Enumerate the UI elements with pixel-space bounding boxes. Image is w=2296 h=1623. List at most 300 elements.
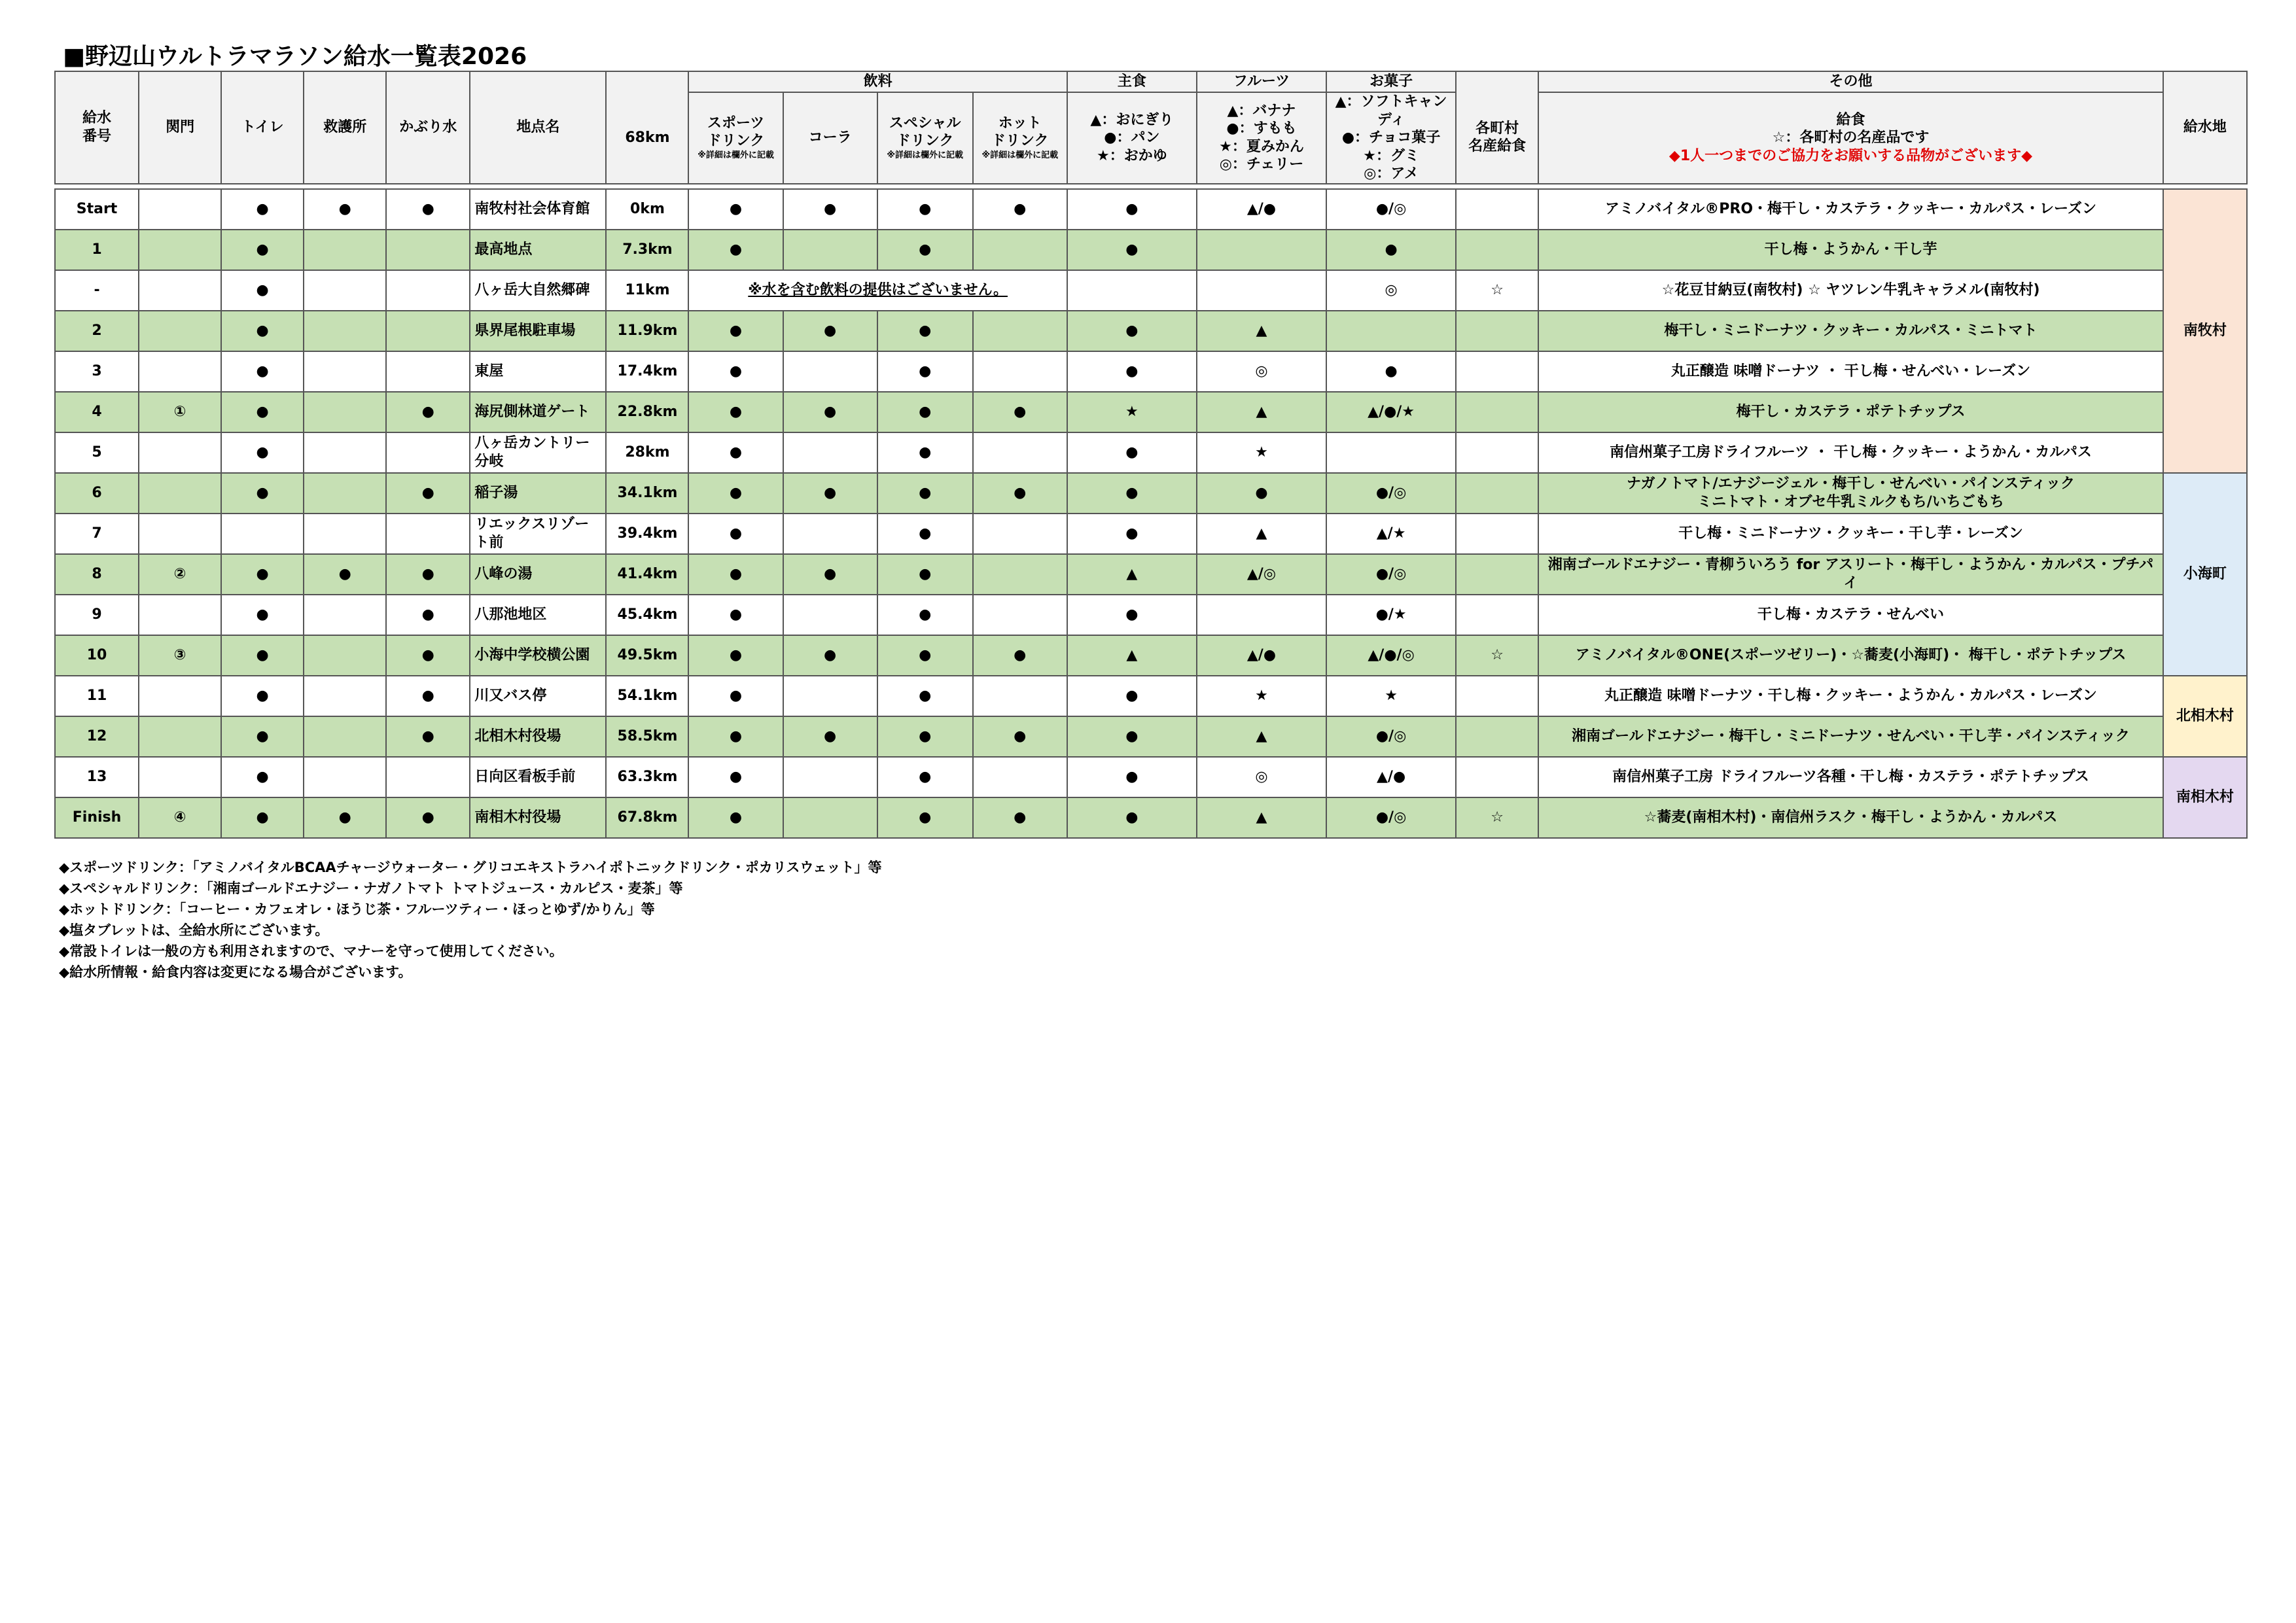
- cell-aid: ●: [304, 189, 386, 230]
- cell-hot-drink: [973, 757, 1067, 797]
- footnote: ◆スペシャルドリンク：「湘南ゴールドエナジー・ナガノトマト トマトジュース・カルピス・麦茶」等: [59, 881, 683, 896]
- col-gate: 関門: [139, 71, 221, 184]
- cell-place-name: 北相木村役場: [470, 716, 606, 757]
- meal-line: アミノバイタル®PRO・梅干し・カステラ・クッキー・カルパス・レーズン: [1605, 200, 2096, 217]
- cell-gate: [139, 757, 221, 797]
- cell-meal: [1538, 514, 2163, 554]
- cell-staple: ●: [1067, 595, 1197, 635]
- staple-legend: ▲：おにぎり ●：パン ★：おかゆ: [1067, 92, 1197, 184]
- meal-line: ミニトマト・オブセ牛乳ミルクもち/いちごもち: [1697, 493, 2004, 510]
- cell-aid: [304, 230, 386, 270]
- cell-station-no: 4: [55, 392, 139, 432]
- cell-station-no: 3: [55, 351, 139, 392]
- col-distance: 68km: [606, 92, 688, 184]
- meal-line: ナガノトマト/エナジージェル・梅干し・せんべい・パインスティック: [1626, 476, 2075, 492]
- cell-sweets: [1326, 432, 1456, 473]
- meal-line: 湘南ゴールドエナジー・梅干し・ミニドーナツ・せんべい・干し芋・パインスティック: [1572, 727, 2130, 744]
- cell-sweets: ●/★: [1326, 595, 1456, 635]
- table-row: [55, 514, 2247, 554]
- cell-special-drink: ●: [877, 757, 973, 797]
- cell-staple: ▲: [1067, 554, 1197, 595]
- cell-aid: [304, 635, 386, 676]
- col-local: 各町村 名産給食: [1456, 92, 1538, 184]
- cell-station-no: Finish: [55, 797, 139, 838]
- cell-local-specialty: [1456, 189, 1538, 230]
- cell-special-drink: ●: [877, 797, 973, 838]
- cell-hot-drink: ●: [973, 716, 1067, 757]
- cell-toilet: [221, 514, 304, 554]
- cell-special-drink: ●: [877, 676, 973, 716]
- cell-sports-drink: ●: [688, 311, 783, 351]
- cell-sports-drink: ●: [688, 635, 783, 676]
- col-region: 給水地: [2163, 71, 2247, 184]
- cell-cola: [783, 797, 877, 838]
- cell-station-no: 13: [55, 757, 139, 797]
- cell-place-name: 八那池地区: [470, 595, 606, 635]
- cell-sweets: ▲/★: [1326, 514, 1456, 554]
- table-row: [55, 311, 2247, 351]
- cell-fruit: ★: [1197, 432, 1326, 473]
- cell-toilet: ●: [221, 392, 304, 432]
- cell-sports-drink: ●: [688, 554, 783, 595]
- col-station-no: 給水 番号: [55, 71, 139, 184]
- cell-gate: ④: [139, 797, 221, 838]
- cell-place-name: リエックスリゾート前: [470, 514, 606, 554]
- cell-distance: 0km: [606, 189, 688, 230]
- cell-station-no: 5: [55, 432, 139, 473]
- cell-hot-drink: [973, 554, 1067, 595]
- cell-water: ●: [386, 189, 470, 230]
- footnote: ◆塩タブレットは、全給水所にございます。: [59, 922, 329, 938]
- group-other: その他: [1538, 71, 2163, 92]
- table-row: [55, 716, 2247, 757]
- cell-special-drink: ●: [877, 473, 973, 514]
- col-place: 地点名: [470, 71, 606, 184]
- cell-distance: 41.4km: [606, 554, 688, 595]
- cell-gate: [139, 432, 221, 473]
- meal-line: ☆蕎麦(南相木村)・南信州ラスク・梅干し・ようかん・カルパス: [1644, 809, 2058, 826]
- cell-place-name: 日向区看板手前: [470, 757, 606, 797]
- table-row: [55, 270, 2247, 311]
- cell-local-specialty: [1456, 473, 1538, 514]
- cell-special-drink: ●: [877, 311, 973, 351]
- cell-sweets: ●/◎: [1326, 189, 1456, 230]
- cell-water: ●: [386, 716, 470, 757]
- cell-sweets: ◎: [1326, 270, 1456, 311]
- cell-sports-drink: ●: [688, 189, 783, 230]
- cell-fruit: ▲/●: [1197, 189, 1326, 230]
- cell-sweets: ★: [1326, 676, 1456, 716]
- cell-local-specialty: [1456, 757, 1538, 797]
- cell-cola: ●: [783, 635, 877, 676]
- cell-sweets: ▲/●/◎: [1326, 635, 1456, 676]
- cell-fruit: ▲: [1197, 514, 1326, 554]
- cell-water: ●: [386, 392, 470, 432]
- group-staple: 主食: [1067, 71, 1197, 92]
- cell-staple: ●: [1067, 757, 1197, 797]
- cell-staple: ●: [1067, 311, 1197, 351]
- meal-line: 干し梅・ミニドーナツ・クッキー・干し芋・レーズン: [1678, 525, 2023, 542]
- col-toilet: トイレ: [221, 71, 304, 184]
- cell-sweets: ●: [1326, 230, 1456, 270]
- cell-place-name: 川又バス停: [470, 676, 606, 716]
- cell-station-no: 12: [55, 716, 139, 757]
- cell-fruit: ★: [1197, 676, 1326, 716]
- cell-local-specialty: [1456, 351, 1538, 392]
- sweets-legend: ▲：ソフトキャンディ ●：チョコ菓子 ★：グミ ◎：アメ: [1326, 92, 1456, 184]
- cell-local-specialty: [1456, 432, 1538, 473]
- cell-cola: [783, 757, 877, 797]
- cell-cola: ●: [783, 554, 877, 595]
- meal-line: 南信州菓子工房 ドライフルーツ各種・干し梅・カステラ・ポテトチップス: [1612, 768, 2089, 785]
- meal-line: ☆花豆甘納豆(南牧村) ☆ ヤツレン牛乳キャラメル(南牧村): [1661, 281, 2040, 298]
- table-row: [55, 635, 2247, 676]
- cell-water: [386, 514, 470, 554]
- cell-hot-drink: ●: [973, 797, 1067, 838]
- footnote: ◆ホットドリンク：「コーヒー・カフェオレ・ほうじ茶・フルーツティー・ほっとゆず/かりん」等: [59, 901, 655, 917]
- cell-water: ●: [386, 595, 470, 635]
- cell-distance: 11km: [606, 270, 688, 311]
- col-hot-drink: ホット ドリンク ※詳細は欄外に記載: [973, 92, 1067, 184]
- cell-special-drink: ●: [877, 635, 973, 676]
- cell-aid: [304, 432, 386, 473]
- cell-sports-drink: ●: [688, 676, 783, 716]
- cell-fruit: [1197, 270, 1326, 311]
- cell-meal: [1538, 230, 2163, 270]
- cell-hot-drink: [973, 351, 1067, 392]
- cell-hot-drink: ●: [973, 635, 1067, 676]
- cell-hot-drink: ●: [973, 473, 1067, 514]
- cell-special-drink: ●: [877, 554, 973, 595]
- cell-sports-drink: ●: [688, 473, 783, 514]
- cell-fruit: ▲: [1197, 392, 1326, 432]
- meal-line: アミノバイタル®ONE(スポーツゼリー)・☆蕎麦(小海町)・ 梅干し・ポテトチップス: [1575, 646, 2127, 663]
- cell-fruit: [1197, 595, 1326, 635]
- cell-water: [386, 757, 470, 797]
- cell-toilet: ●: [221, 473, 304, 514]
- no-drinks-note: ※水を含む飲料の提供はございません。: [688, 270, 1067, 311]
- cell-place-name: 八峰の湯: [470, 554, 606, 595]
- cell-fruit: ▲: [1197, 716, 1326, 757]
- cell-place-name: 県界尾根駐車場: [470, 311, 606, 351]
- footnote: ◆常設トイレは一般の方も利用されますので、マナーを守って使用してください。: [59, 943, 563, 959]
- cell-station-no: -: [55, 270, 139, 311]
- cell-distance: 7.3km: [606, 230, 688, 270]
- footnotes: [59, 857, 882, 983]
- cell-meal: [1538, 554, 2163, 595]
- col-cola: コーラ: [783, 92, 877, 184]
- cell-toilet: ●: [221, 270, 304, 311]
- cell-station-no: 10: [55, 635, 139, 676]
- cell-staple: ●: [1067, 676, 1197, 716]
- page-title: ■野辺山ウルトラマラソン給水一覧表2026: [63, 43, 527, 70]
- cell-toilet: ●: [221, 554, 304, 595]
- cell-place-name: 八ヶ岳大自然郷碑: [470, 270, 606, 311]
- cell-place-name: 南相木村役場: [470, 797, 606, 838]
- cell-aid: ●: [304, 554, 386, 595]
- meal-line: 南信州菓子工房ドライフルーツ ・ 干し梅・クッキー・ようかん・カルパス: [1610, 444, 2092, 461]
- cell-meal: [1538, 392, 2163, 432]
- cell-cola: ●: [783, 189, 877, 230]
- table-row: [55, 432, 2247, 473]
- cell-sports-drink: ●: [688, 230, 783, 270]
- cell-distance: 39.4km: [606, 514, 688, 554]
- cell-meal: [1538, 797, 2163, 838]
- cell-sweets: ▲/●: [1326, 757, 1456, 797]
- cell-special-drink: ●: [877, 230, 973, 270]
- table-row: [55, 392, 2247, 432]
- footnote: ◆給水所情報・給食内容は変更になる場合がございます。: [59, 964, 412, 980]
- cell-fruit: ▲/●: [1197, 635, 1326, 676]
- cell-station-no: 11: [55, 676, 139, 716]
- cell-cola: [783, 676, 877, 716]
- region-cell: 小海町: [2163, 473, 2247, 676]
- cell-water: ●: [386, 676, 470, 716]
- region-cell: 北相木村: [2163, 676, 2247, 757]
- cell-aid: [304, 595, 386, 635]
- cell-special-drink: ●: [877, 351, 973, 392]
- cell-gate: [139, 676, 221, 716]
- col-special-drink: スペシャル ドリンク ※詳細は欄外に記載: [877, 92, 973, 184]
- cell-distance: 54.1km: [606, 676, 688, 716]
- cell-distance: 63.3km: [606, 757, 688, 797]
- cell-sweets: ●/◎: [1326, 716, 1456, 757]
- cell-staple: ●: [1067, 189, 1197, 230]
- cell-gate: [139, 189, 221, 230]
- cell-cola: ●: [783, 392, 877, 432]
- cell-distance: 67.8km: [606, 797, 688, 838]
- cell-cola: [783, 595, 877, 635]
- cell-distance: 45.4km: [606, 595, 688, 635]
- cell-meal: [1538, 351, 2163, 392]
- table-row: [55, 797, 2247, 838]
- cell-gate: [139, 514, 221, 554]
- cell-gate: [139, 595, 221, 635]
- cell-meal: [1538, 270, 2163, 311]
- cell-toilet: ●: [221, 311, 304, 351]
- meal-line: 梅干し・ミニドーナツ・クッキー・カルパス・ミニトマト: [1664, 322, 2038, 339]
- table-row: [55, 757, 2247, 797]
- cell-aid: [304, 392, 386, 432]
- fruits-legend: ▲：バナナ ●：すもも ★：夏みかん ◎：チェリー: [1197, 92, 1326, 184]
- cell-sweets: ●: [1326, 351, 1456, 392]
- cell-staple: ▲: [1067, 635, 1197, 676]
- cell-meal: [1538, 595, 2163, 635]
- cell-sports-drink: ●: [688, 757, 783, 797]
- cell-distance: 22.8km: [606, 392, 688, 432]
- cell-local-specialty: ☆: [1456, 270, 1538, 311]
- cell-toilet: ●: [221, 189, 304, 230]
- cell-meal: [1538, 676, 2163, 716]
- cell-water: ●: [386, 554, 470, 595]
- col-distance-top: [606, 71, 688, 92]
- cell-toilet: ●: [221, 432, 304, 473]
- cell-station-no: 9: [55, 595, 139, 635]
- cell-station-no: 7: [55, 514, 139, 554]
- group-sweets: お菓子: [1326, 71, 1456, 92]
- cell-place-name: 東屋: [470, 351, 606, 392]
- col-aid: 救護所: [304, 71, 386, 184]
- col-sports-drink: スポーツ ドリンク ※詳細は欄外に記載: [688, 92, 783, 184]
- cell-water: [386, 351, 470, 392]
- cell-meal: [1538, 311, 2163, 351]
- cell-local-specialty: [1456, 716, 1538, 757]
- cell-hot-drink: [973, 514, 1067, 554]
- cell-fruit: [1197, 230, 1326, 270]
- cell-place-name: 八ヶ岳カントリー分岐: [470, 432, 606, 473]
- cell-special-drink: ●: [877, 514, 973, 554]
- cell-special-drink: ●: [877, 189, 973, 230]
- cell-fruit: ▲/◎: [1197, 554, 1326, 595]
- cell-cola: [783, 351, 877, 392]
- cell-staple: ★: [1067, 392, 1197, 432]
- cell-staple: ●: [1067, 432, 1197, 473]
- meal-line: 干し梅・ようかん・干し芋: [1764, 241, 1937, 258]
- col-local-top: [1456, 71, 1538, 92]
- cell-gate: [139, 716, 221, 757]
- cell-aid: [304, 757, 386, 797]
- cell-hot-drink: ●: [973, 392, 1067, 432]
- footnote: ◆スポーツドリンク：「アミノバイタルBCAAチャージウォーター・グリコエキストラハイポトニックドリンク・ポカリスウェット」等: [59, 860, 882, 875]
- col-water: かぶり水: [386, 71, 470, 184]
- cell-meal: [1538, 473, 2163, 514]
- cell-toilet: ●: [221, 716, 304, 757]
- table-body: [55, 189, 2247, 838]
- table-row: [55, 676, 2247, 716]
- cell-station-no: 8: [55, 554, 139, 595]
- meal-line: 湘南ゴールドエナジー・青柳ういろう for アスリート・梅干し・ようかん・カルパス・プチパイ: [1547, 557, 2154, 591]
- table-row: [55, 230, 2247, 270]
- cell-sweets: ●/◎: [1326, 797, 1456, 838]
- cell-water: ●: [386, 473, 470, 514]
- cell-sports-drink: ●: [688, 432, 783, 473]
- cell-sports-drink: ●: [688, 514, 783, 554]
- cell-gate: [139, 473, 221, 514]
- cell-special-drink: ●: [877, 392, 973, 432]
- cell-hot-drink: [973, 230, 1067, 270]
- cell-local-specialty: [1456, 230, 1538, 270]
- cell-fruit: ▲: [1197, 797, 1326, 838]
- cell-cola: [783, 514, 877, 554]
- cell-water: [386, 311, 470, 351]
- cell-meal: [1538, 757, 2163, 797]
- cell-staple: ●: [1067, 797, 1197, 838]
- cell-sweets: ●/◎: [1326, 554, 1456, 595]
- cell-cola: ●: [783, 716, 877, 757]
- table-row: [55, 189, 2247, 230]
- cell-aid: [304, 270, 386, 311]
- cell-aid: [304, 716, 386, 757]
- cell-water: [386, 270, 470, 311]
- cell-toilet: ●: [221, 230, 304, 270]
- cell-hot-drink: [973, 595, 1067, 635]
- aid-station-table: [54, 71, 2248, 839]
- cell-staple: [1067, 270, 1197, 311]
- cell-cola: [783, 230, 877, 270]
- cell-meal: [1538, 635, 2163, 676]
- cell-aid: [304, 514, 386, 554]
- cell-hot-drink: [973, 432, 1067, 473]
- cell-cola: [783, 432, 877, 473]
- cell-gate: [139, 311, 221, 351]
- cell-distance: 17.4km: [606, 351, 688, 392]
- cell-distance: 34.1km: [606, 473, 688, 514]
- cell-special-drink: ●: [877, 595, 973, 635]
- cell-toilet: ●: [221, 797, 304, 838]
- cell-meal: [1538, 432, 2163, 473]
- cell-hot-drink: [973, 676, 1067, 716]
- table-row: [55, 351, 2247, 392]
- cell-local-specialty: [1456, 514, 1538, 554]
- cell-place-name: 南牧村社会体育館: [470, 189, 606, 230]
- cell-hot-drink: [973, 311, 1067, 351]
- cell-local-specialty: ☆: [1456, 635, 1538, 676]
- cell-sweets: ▲/●/★: [1326, 392, 1456, 432]
- cell-staple: ●: [1067, 351, 1197, 392]
- group-drinks: 飲料: [688, 71, 1067, 92]
- cell-cola: ●: [783, 311, 877, 351]
- cell-staple: ●: [1067, 716, 1197, 757]
- cell-special-drink: ●: [877, 716, 973, 757]
- cell-fruit: ◎: [1197, 757, 1326, 797]
- header-separator: [55, 184, 2247, 189]
- cell-water: [386, 432, 470, 473]
- meal-line: 干し梅・カステラ・せんべい: [1757, 606, 1945, 623]
- meal-line: 丸正醸造 味噌ドーナツ ・ 干し梅・せんべい・レーズン: [1670, 362, 2031, 379]
- cell-water: ●: [386, 797, 470, 838]
- cell-hot-drink: ●: [973, 189, 1067, 230]
- cell-fruit: ●: [1197, 473, 1326, 514]
- cell-cola: ●: [783, 473, 877, 514]
- cell-sports-drink: ●: [688, 716, 783, 757]
- cell-toilet: ●: [221, 757, 304, 797]
- cell-meal: [1538, 189, 2163, 230]
- cell-local-specialty: [1456, 595, 1538, 635]
- cell-place-name: 海尻側林道ゲート: [470, 392, 606, 432]
- cell-sports-drink: ●: [688, 797, 783, 838]
- cell-aid: ●: [304, 797, 386, 838]
- cell-local-specialty: [1456, 554, 1538, 595]
- cell-toilet: ●: [221, 351, 304, 392]
- cell-water: ●: [386, 635, 470, 676]
- cell-station-no: Start: [55, 189, 139, 230]
- cell-gate: ③: [139, 635, 221, 676]
- cell-sports-drink: ●: [688, 392, 783, 432]
- cell-fruit: ◎: [1197, 351, 1326, 392]
- cell-aid: [304, 351, 386, 392]
- meal-line: 丸正醸造 味噌ドーナツ・干し梅・クッキー・ようかん・カルパス・レーズン: [1604, 687, 2097, 704]
- cell-toilet: ●: [221, 635, 304, 676]
- cell-special-drink: ●: [877, 432, 973, 473]
- table-row: [55, 554, 2247, 595]
- cell-local-specialty: [1456, 311, 1538, 351]
- cell-local-specialty: ☆: [1456, 797, 1538, 838]
- meal-warning: ◆1人一つまでのご協力をお願いする品物がございます◆: [1669, 147, 2033, 164]
- cell-place-name: 小海中学校横公園: [470, 635, 606, 676]
- cell-aid: [304, 473, 386, 514]
- cell-local-specialty: [1456, 392, 1538, 432]
- cell-distance: 28km: [606, 432, 688, 473]
- cell-station-no: 2: [55, 311, 139, 351]
- cell-distance: 58.5km: [606, 716, 688, 757]
- cell-distance: 11.9km: [606, 311, 688, 351]
- cell-gate: [139, 351, 221, 392]
- col-meal: 給食 ☆：各町村の名産品です ◆1人一つまでのご協力をお願いする品物がございます◆: [1538, 92, 2163, 184]
- cell-meal: [1538, 716, 2163, 757]
- cell-sweets: [1326, 311, 1456, 351]
- cell-local-specialty: [1456, 676, 1538, 716]
- cell-gate: [139, 270, 221, 311]
